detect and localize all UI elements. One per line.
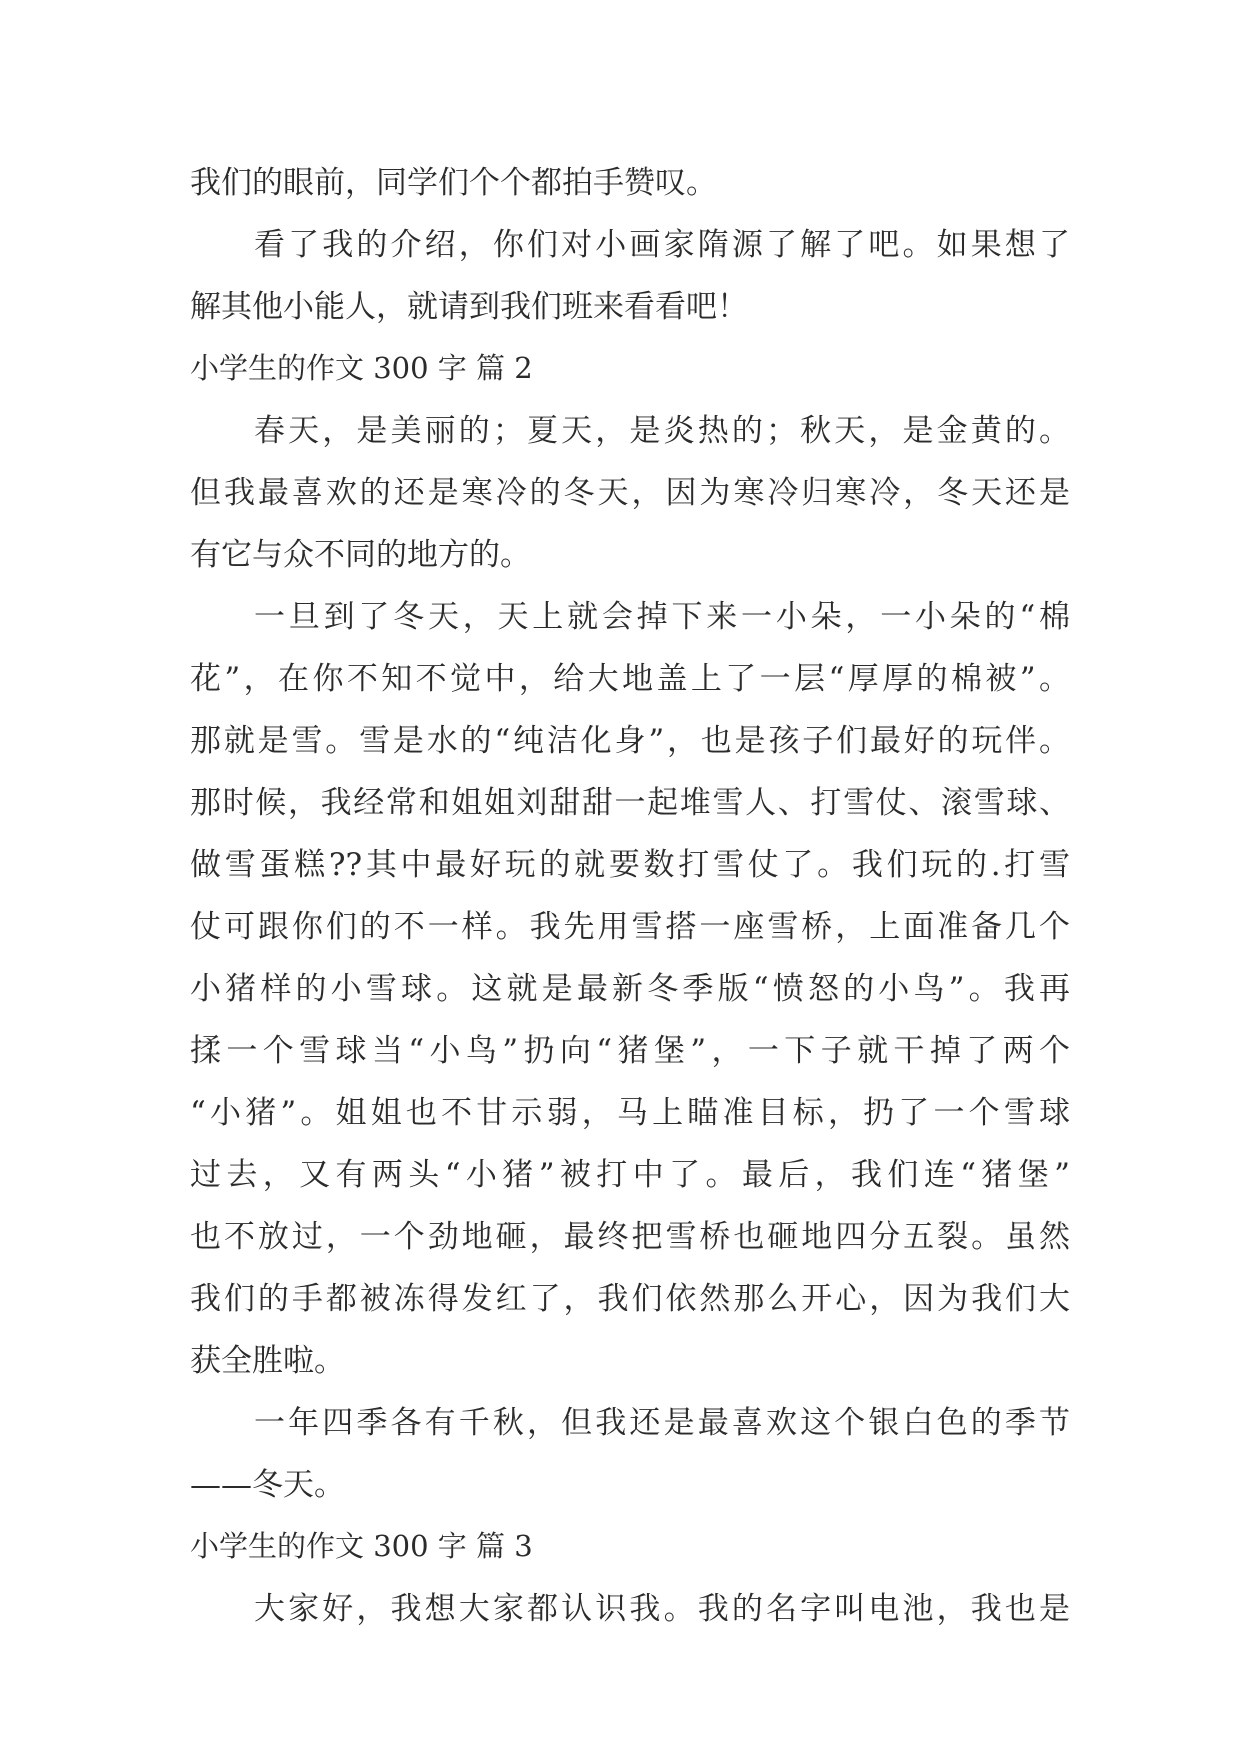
section-heading: 小学生的作文 300 字 篇 3 xyxy=(190,1529,533,1563)
section-heading: 小学生的作文 300 字 篇 2 xyxy=(190,351,533,385)
body-text-line: 也不放过，一个劲地砸，最终把雪桥也砸地四分五裂。虽然 xyxy=(190,1219,1070,1255)
body-text-line: 大家好，我想大家都认识我。我的名字叫电池，我也是 xyxy=(254,1591,1070,1627)
body-text-line: 花”，在你不知不觉中，给大地盖上了一层“厚厚的棉被”。 xyxy=(190,661,1070,697)
document-page xyxy=(190,152,1070,1640)
body-text-line: 我们的眼前，同学们个个都拍手赞叹。 xyxy=(190,165,717,201)
body-text-line: 看了我的介绍，你们对小画家隋源了解了吧。如果想了 xyxy=(254,227,1070,263)
body-text-line: 有它与众不同的地方的。 xyxy=(190,537,531,573)
body-text-line: “小猪”。姐姐也不甘示弱，马上瞄准目标，扔了一个雪球 xyxy=(190,1095,1070,1131)
body-text-line: 一年四季各有千秋，但我还是最喜欢这个银白色的季节 xyxy=(254,1405,1070,1441)
body-text-line: 过去，又有两头“小猪”被打中了。最后，我们连“猪堡” xyxy=(190,1157,1070,1193)
body-text-line: 揉一个雪球当“小鸟”扔向“猪堡”，一下子就干掉了两个 xyxy=(190,1033,1070,1069)
body-text-line: 那就是雪。雪是水的“纯洁化身”，也是孩子们最好的玩伴。 xyxy=(190,723,1070,759)
body-text-line: ——冬天。 xyxy=(190,1467,345,1503)
body-text-line: 获全胜啦。 xyxy=(190,1343,345,1379)
body-text-line: 仗可跟你们的不一样。我先用雪搭一座雪桥，上面准备几个 xyxy=(190,909,1070,945)
body-text-line: 小猪样的小雪球。这就是最新冬季版“愤怒的小鸟”。我再 xyxy=(190,971,1070,1007)
body-text-line: 春天，是美丽的；夏天，是炎热的；秋天，是金黄的。 xyxy=(254,413,1070,449)
body-text-line: 解其他小能人，就请到我们班来看看吧！ xyxy=(190,289,748,325)
body-text-line: 我们的手都被冻得发红了，我们依然那么开心，因为我们大 xyxy=(190,1281,1070,1317)
body-text-line: 但我最喜欢的还是寒冷的冬天，因为寒冷归寒冷，冬天还是 xyxy=(190,475,1070,511)
body-text-line: 做雪蛋糕??其中最好玩的就要数打雪仗了。我们玩的.打雪 xyxy=(190,847,1070,883)
body-text-line: 那时候，我经常和姐姐刘甜甜一起堆雪人、打雪仗、滚雪球、 xyxy=(190,785,1070,821)
body-text-line: 一旦到了冬天，天上就会掉下来一小朵，一小朵的“棉 xyxy=(254,599,1070,635)
